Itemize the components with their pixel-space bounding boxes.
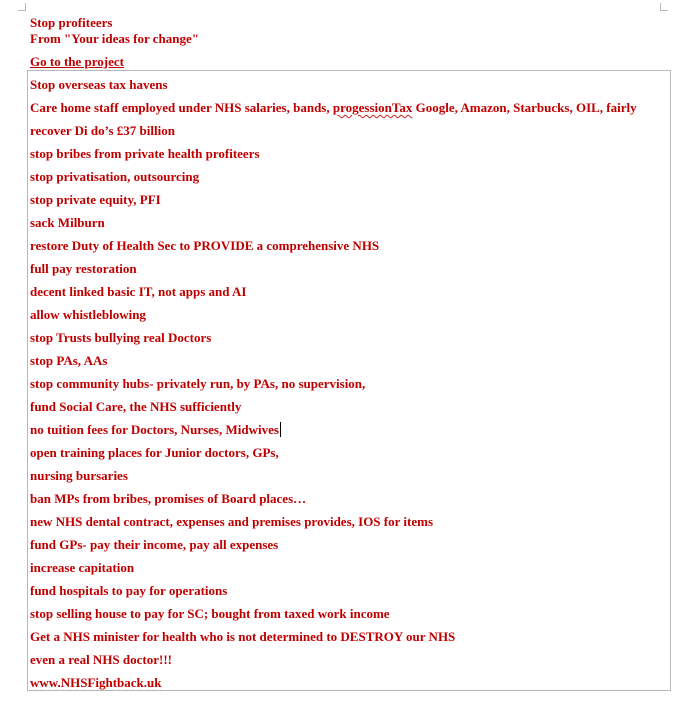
content-line: decent linked basic IT, not apps and AI bbox=[30, 284, 247, 299]
content-line: stop community hubs- privately run, by PAs, no supervision, bbox=[30, 376, 366, 391]
website-link[interactable]: www.NHSFightback.uk bbox=[30, 675, 162, 690]
content-line: stop private equity, PFI bbox=[30, 192, 161, 207]
spellcheck-flagged-word: progessionTax bbox=[332, 100, 413, 115]
content-line: open training places for Junior doctors, GPs, bbox=[30, 445, 279, 460]
content-line: restore Duty of Health Sec to PROVIDE a comprehensive NHS bbox=[30, 238, 380, 253]
content-line: allow whistleblowing bbox=[30, 307, 146, 322]
page-corner-mark-right bbox=[660, 3, 668, 11]
content-line: fund hospitals to pay for operations bbox=[30, 583, 228, 598]
content-line: sack Milburn bbox=[30, 215, 105, 230]
content-line: fund GPs- pay their income, pay all expenses bbox=[30, 537, 279, 552]
document-subtitle: From "Your ideas for change" bbox=[30, 31, 199, 46]
content-line: new NHS dental contract, expenses and premises provides, IOS for items bbox=[30, 514, 433, 529]
document-title: Stop profiteers bbox=[30, 15, 113, 30]
content-line-text: Care home staff employed under NHS salaries, bands, bbox=[30, 100, 333, 115]
content-line: stop bribes from private health profiteers bbox=[30, 146, 260, 161]
content-line: Get a NHS minister for health who is not determined to DESTROY our NHS bbox=[30, 629, 456, 644]
content-line: increase capitation bbox=[30, 560, 135, 575]
content-line-text: no tuition fees for Doctors, Nurses, Midwives bbox=[30, 422, 279, 437]
content-line: stop Trusts bullying real Doctors bbox=[30, 330, 212, 345]
content-lines bbox=[30, 77, 668, 691]
content-line: full pay restoration bbox=[30, 261, 137, 276]
content-line: fund Social Care, the NHS sufficiently bbox=[30, 399, 242, 414]
content-line bbox=[30, 100, 668, 123]
text-content-box[interactable] bbox=[27, 70, 671, 691]
content-line: stop selling house to pay for SC; bought from taxed work income bbox=[30, 606, 390, 621]
content-line: even a real NHS doctor!!! bbox=[30, 652, 173, 667]
go-to-project-link[interactable]: Go to the project bbox=[30, 54, 124, 69]
content-line bbox=[30, 422, 668, 445]
content-line: stop PAs, AAs bbox=[30, 353, 108, 368]
content-line: ban MPs from bribes, promises of Board places… bbox=[30, 491, 307, 506]
text-cursor bbox=[280, 422, 281, 437]
content-line: stop privatisation, outsourcing bbox=[30, 169, 200, 184]
content-line-text: Google, Amazon, Starbucks, OIL, fairly bbox=[412, 100, 637, 115]
content-line: Stop overseas tax havens bbox=[30, 77, 168, 92]
content-line: nursing bursaries bbox=[30, 468, 128, 483]
content-line bbox=[30, 675, 668, 691]
page-corner-mark-left bbox=[18, 3, 26, 11]
content-line: recover Di do’s £37 billion bbox=[30, 123, 175, 138]
